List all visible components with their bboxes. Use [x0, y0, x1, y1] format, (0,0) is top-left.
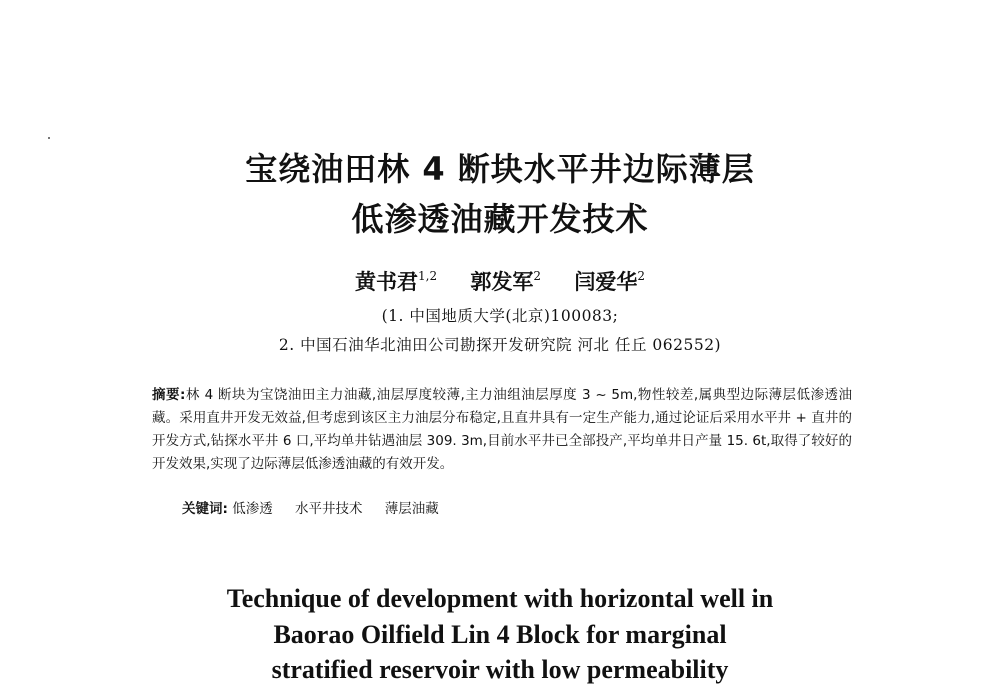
- chinese-title-line-1: 宝绕油田林 4 断块水平井边际薄层: [245, 150, 755, 188]
- affiliation-line-1: (1. 中国地质大学(北京)100083;: [381, 307, 619, 325]
- keywords: [182, 497, 457, 517]
- abstract-label: 摘要:: [152, 387, 186, 403]
- author-affiliation-mark: 2: [637, 269, 645, 283]
- english-title-line-1: Technique of development with horizontal well in: [226, 584, 774, 613]
- author: [574, 269, 645, 294]
- author-name: 黄书君: [355, 269, 418, 294]
- keyword: 水平井技术: [295, 501, 363, 517]
- abstract: [152, 384, 852, 476]
- author-affiliation-mark: 2: [533, 269, 542, 283]
- author-list: [0, 266, 1000, 296]
- chinese-title-line-2: 低渗透油藏开发技术: [351, 200, 649, 238]
- author-affiliation-mark: 1,2: [418, 269, 438, 283]
- abstract-text: 林 4 断块为宝饶油田主力油藏,油层厚度较薄,主力油组油层厚度 3 ~ 5m,物性较差,属典型边际薄层低渗透油藏。采用直井开发无效益,但考虑到该区主力油层分布稳定,且直井具有一定生产能力,通过论证后采用水平井 + 直井的开发方式,钻探水平井 6 口,平均单井钻遇油层 309. 3m,目前水平井已全部投产,平均单井日产量 15. 6t,取得了较好的开发效果,实现了边际薄层低渗透油藏的有效开发。: [152, 387, 852, 472]
- author: [470, 269, 541, 294]
- author-name: 闫爱华: [574, 269, 638, 294]
- affiliation-line-2: 2. 中国石油华北油田公司勘探开发研究院 河北 任丘 062552): [278, 336, 722, 354]
- keyword: 低渗透: [232, 501, 273, 517]
- english-title-line-2: Baorao Oilfield Lin 4 Block for marginal: [273, 620, 727, 649]
- author: [355, 269, 437, 294]
- keywords-label: 关键词:: [182, 501, 228, 517]
- english-title-line-3: stratified reservoir with low permeability: [271, 655, 729, 684]
- author-name: 郭发军: [470, 269, 534, 294]
- scan-speck: [48, 137, 50, 139]
- keyword: 薄层油藏: [384, 501, 439, 517]
